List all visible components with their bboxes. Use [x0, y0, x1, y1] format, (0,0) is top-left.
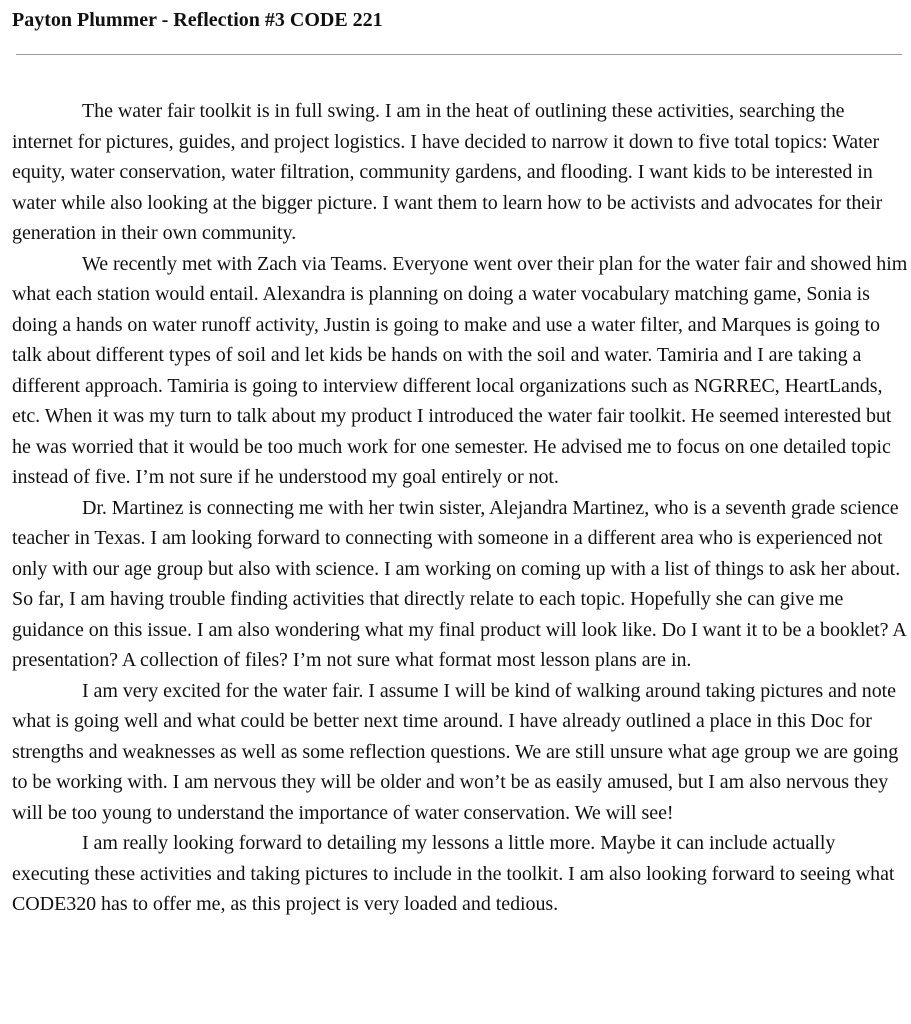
paragraph-4: I am very excited for the water fair. I assume I will be kind of walking around taking pictures and note what is going well and what could be better next time around. I have already outlined a place in this Doc for strengths and weaknesses as well as some reflection questions. We are still unsure what age group we are going to be working with. I am nervous they will be older and won’t be as easily amused, but I am also nervous they will be too young to understand the importance of water conservation. We will see!	[12, 679, 899, 824]
paragraph-1: The water fair toolkit is in full swing. I am in the heat of outlining these activities, searching the internet for pictures, guides, and project logistics. I have decided to narrow it down to five total topics: Water equity, water conservation, water filtration, community gardens, and flooding. I want kids to be interested in water while also looking at the bigger picture. I want them to learn how to be activists and advocates for their generation in their own community.	[12, 100, 883, 244]
header-divider	[16, 54, 902, 55]
paragraph-5: I am really looking forward to detailing my lessons a little more. Maybe it can include actually executing these activities and taking pictures to include in the toolkit. I am also looking forward to seeing what CODE320 has to offer me, as this project is very loaded and tedious.	[12, 832, 895, 915]
paragraph-3: Dr. Martinez is connecting me with her twin sister, Alejandra Martinez, who is a seventh grade science teacher in Texas. I am looking forward to connecting with someone in a different area who is experienced not only with our age group but also with science. I am working on coming up with a list of things to ask her about. So far, I am having trouble finding activities that directly relate to each topic. Hopefully she can give me guidance on this issue. I am also wondering what my final product will look like. Do I want it to be a booklet? A presentation? A collection of files? I’m not sure what format most lesson plans are in.	[12, 496, 906, 671]
document-body	[12, 96, 908, 920]
document-title: Payton Plummer - Reflection #3 CODE 221	[12, 9, 383, 31]
paragraph-2: We recently met with Zach via Teams. Everyone went over their plan for the water fair and showed him what each station would entail. Alexandra is planning on doing a water vocabulary matching game, Sonia is doing a hands on water runoff activity, Justin is going to make and use a water filter, and Marques is going to talk about different types of soil and let kids be hands on with the soil and water. Tamiria and I are taking a different approach. Tamiria is going to interview different local organizations such as NGRREC, HeartLands, etc. When it was my turn to talk about my product I introduced the water fair toolkit. He seemed interested but he was worried that it would be too much work for one semester. He advised me to focus on one detailed topic instead of five. I’m not sure if he understood my goal entirely or not.	[12, 252, 908, 488]
